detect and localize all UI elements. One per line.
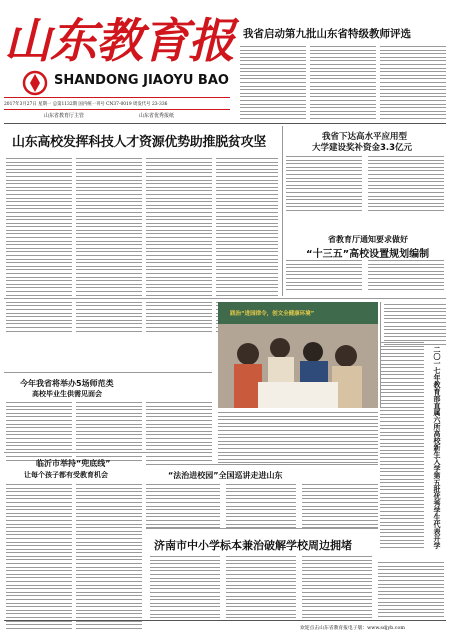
headline-app-university-1: 我省下达高水平应用型 <box>322 132 408 142</box>
headline-graduates-2: 高校毕业生供需见面会 <box>32 390 102 398</box>
headline-jinan: 济南市中小学标本兼治破解学校周边拥堵 <box>154 539 352 552</box>
masthead-logo-icon <box>22 70 48 96</box>
headline-app-university-2: 大学建设奖补资金3.3亿元 <box>312 143 413 153</box>
publisher-2: 山东省优秀报纸 <box>139 113 175 119</box>
headline-linyi-2: 让每个孩子都有受教育机会 <box>24 471 108 479</box>
headline-law-campus: “法治进校园”全国巡讲走进山东 <box>168 471 283 480</box>
headline-plan-1: 省教育厅通知要求做好 <box>328 235 408 244</box>
issue-line: 2017年3月27日 星期一 总第1132期 国内统一刊号 CN37-0019 周发代号 23-336 <box>4 102 168 107</box>
news-photo <box>218 302 378 408</box>
footer-url: 欢迎点击山东省教育报电子版：www.sdjyb.com <box>300 626 405 631</box>
lead-body <box>6 158 72 334</box>
masthead-english: SHANDONG JIAOYU BAO <box>54 73 229 88</box>
masthead <box>4 4 232 122</box>
headline-graduates-1: 今年我省将举办5场师范类 <box>20 379 114 388</box>
headline-lead: 山东高校发挥科技人才资源优势助推脱贫攻坚 <box>12 135 267 150</box>
photo-banner: 践治“进园律令，创文全健康环境” <box>230 311 315 317</box>
headline-special-teachers: 我省启动第九批山东省特级教师评选 <box>243 28 411 40</box>
special-teachers-body <box>240 46 306 121</box>
publisher-1: 山东省教育厅主管 <box>44 113 85 119</box>
headline-linyi-1: 临沂市举持“兜底线” <box>36 459 111 468</box>
headline-plan-2: “十三五”高校设置规划编制 <box>306 249 430 260</box>
vertical-feature-headline: 二〇一七年教育部直属六所高校新生入学第五批优秀学生代表开学 <box>433 346 441 549</box>
masthead-title: 山东教育报 <box>4 14 234 69</box>
